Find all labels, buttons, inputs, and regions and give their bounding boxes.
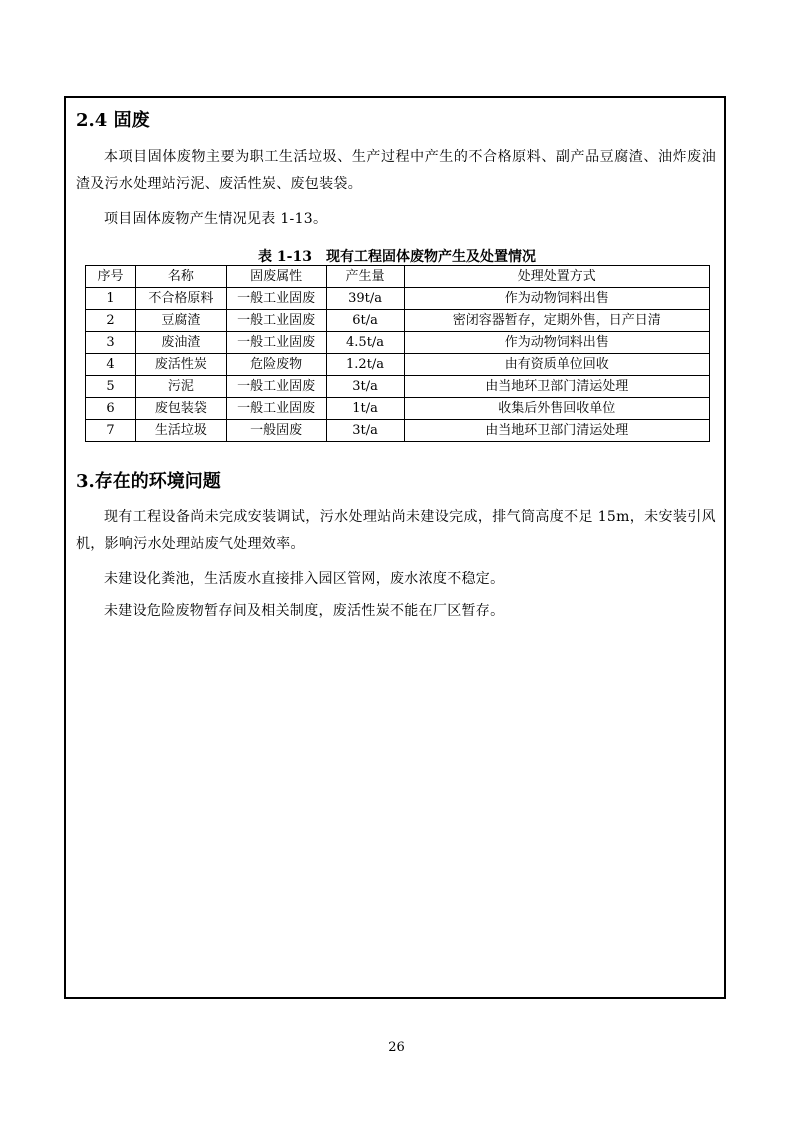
cell-attribute: 一般工业固废 <box>226 376 326 398</box>
page-number: 26 <box>388 1040 405 1055</box>
cell-amount: 39t/a <box>326 288 404 310</box>
cell-name: 豆腐渣 <box>135 310 226 332</box>
table-caption: 表 1-13 现有工程固体废物产生及处置情况 <box>258 249 536 265</box>
cell-amount: 1.2t/a <box>326 354 404 376</box>
cell-disposal: 作为动物饲料出售 <box>404 288 709 310</box>
cell-name: 生活垃圾 <box>135 420 226 442</box>
cell-index: 3 <box>86 332 136 354</box>
table-row <box>86 310 710 332</box>
cell-name: 不合格原料 <box>135 288 226 310</box>
header-disposal: 处理处置方式 <box>404 266 709 288</box>
cell-amount: 4.5t/a <box>326 332 404 354</box>
cell-name: 废包装袋 <box>135 398 226 420</box>
section-heading-solid-waste: 2.4 固废 <box>76 110 150 131</box>
header-index: 序号 <box>86 266 136 288</box>
cell-name: 废油渣 <box>135 332 226 354</box>
cell-attribute: 一般工业固废 <box>226 310 326 332</box>
cell-attribute: 一般固废 <box>226 420 326 442</box>
cell-disposal: 作为动物饲料出售 <box>404 332 709 354</box>
issues-paragraph-1: 现有工程设备尚未完成安装调试，污水处理站尚未建设完成，排气筒高度不足 15m，未安装引风机，影响污水处理站废气处理效率。 <box>76 509 716 552</box>
cell-attribute: 一般工业固废 <box>226 288 326 310</box>
cell-amount: 3t/a <box>326 376 404 398</box>
table-row <box>86 354 710 376</box>
cell-amount: 6t/a <box>326 310 404 332</box>
cell-index: 5 <box>86 376 136 398</box>
cell-index: 6 <box>86 398 136 420</box>
cell-name: 废活性炭 <box>135 354 226 376</box>
header-amount: 产生量 <box>326 266 404 288</box>
table-row <box>86 288 710 310</box>
table-reference-paragraph: 项目固体废物产生情况见表 1-13。 <box>104 211 328 227</box>
cell-attribute: 一般工业固废 <box>226 398 326 420</box>
table-header-row <box>86 266 710 288</box>
solid-waste-table <box>85 265 710 442</box>
table-row <box>86 420 710 442</box>
table-row <box>86 332 710 354</box>
cell-attribute: 一般工业固废 <box>226 332 326 354</box>
cell-index: 7 <box>86 420 136 442</box>
cell-amount: 3t/a <box>326 420 404 442</box>
section-heading-environment-issues: 3.存在的环境问题 <box>76 471 221 492</box>
cell-amount: 1t/a <box>326 398 404 420</box>
cell-index: 4 <box>86 354 136 376</box>
issues-paragraph-2: 未建设化粪池，生活废水直接排入园区管网，废水浓度不稳定。 <box>104 571 505 587</box>
cell-disposal: 密闭容器暂存，定期外售，日产日清 <box>404 310 709 332</box>
issues-paragraph-3: 未建设危险废物暂存间及相关制度，废活性炭不能在厂区暂存。 <box>104 603 505 619</box>
cell-disposal: 由有资质单位回收 <box>404 354 709 376</box>
cell-name: 污泥 <box>135 376 226 398</box>
table-row <box>86 398 710 420</box>
cell-disposal: 由当地环卫部门清运处理 <box>404 420 709 442</box>
cell-attribute: 危险废物 <box>226 354 326 376</box>
header-attribute: 固废属性 <box>226 266 326 288</box>
cell-index: 1 <box>86 288 136 310</box>
header-name: 名称 <box>135 266 226 288</box>
solid-waste-paragraph: 本项目固体废物主要为职工生活垃圾、生产过程中产生的不合格原料、副产品豆腐渣、油炸废油渣及污水处理站污泥、废活性炭、废包装袋。 <box>76 149 716 192</box>
table-row <box>86 376 710 398</box>
cell-disposal: 由当地环卫部门清运处理 <box>404 376 709 398</box>
cell-disposal: 收集后外售回收单位 <box>404 398 709 420</box>
cell-index: 2 <box>86 310 136 332</box>
content-frame <box>64 96 726 999</box>
